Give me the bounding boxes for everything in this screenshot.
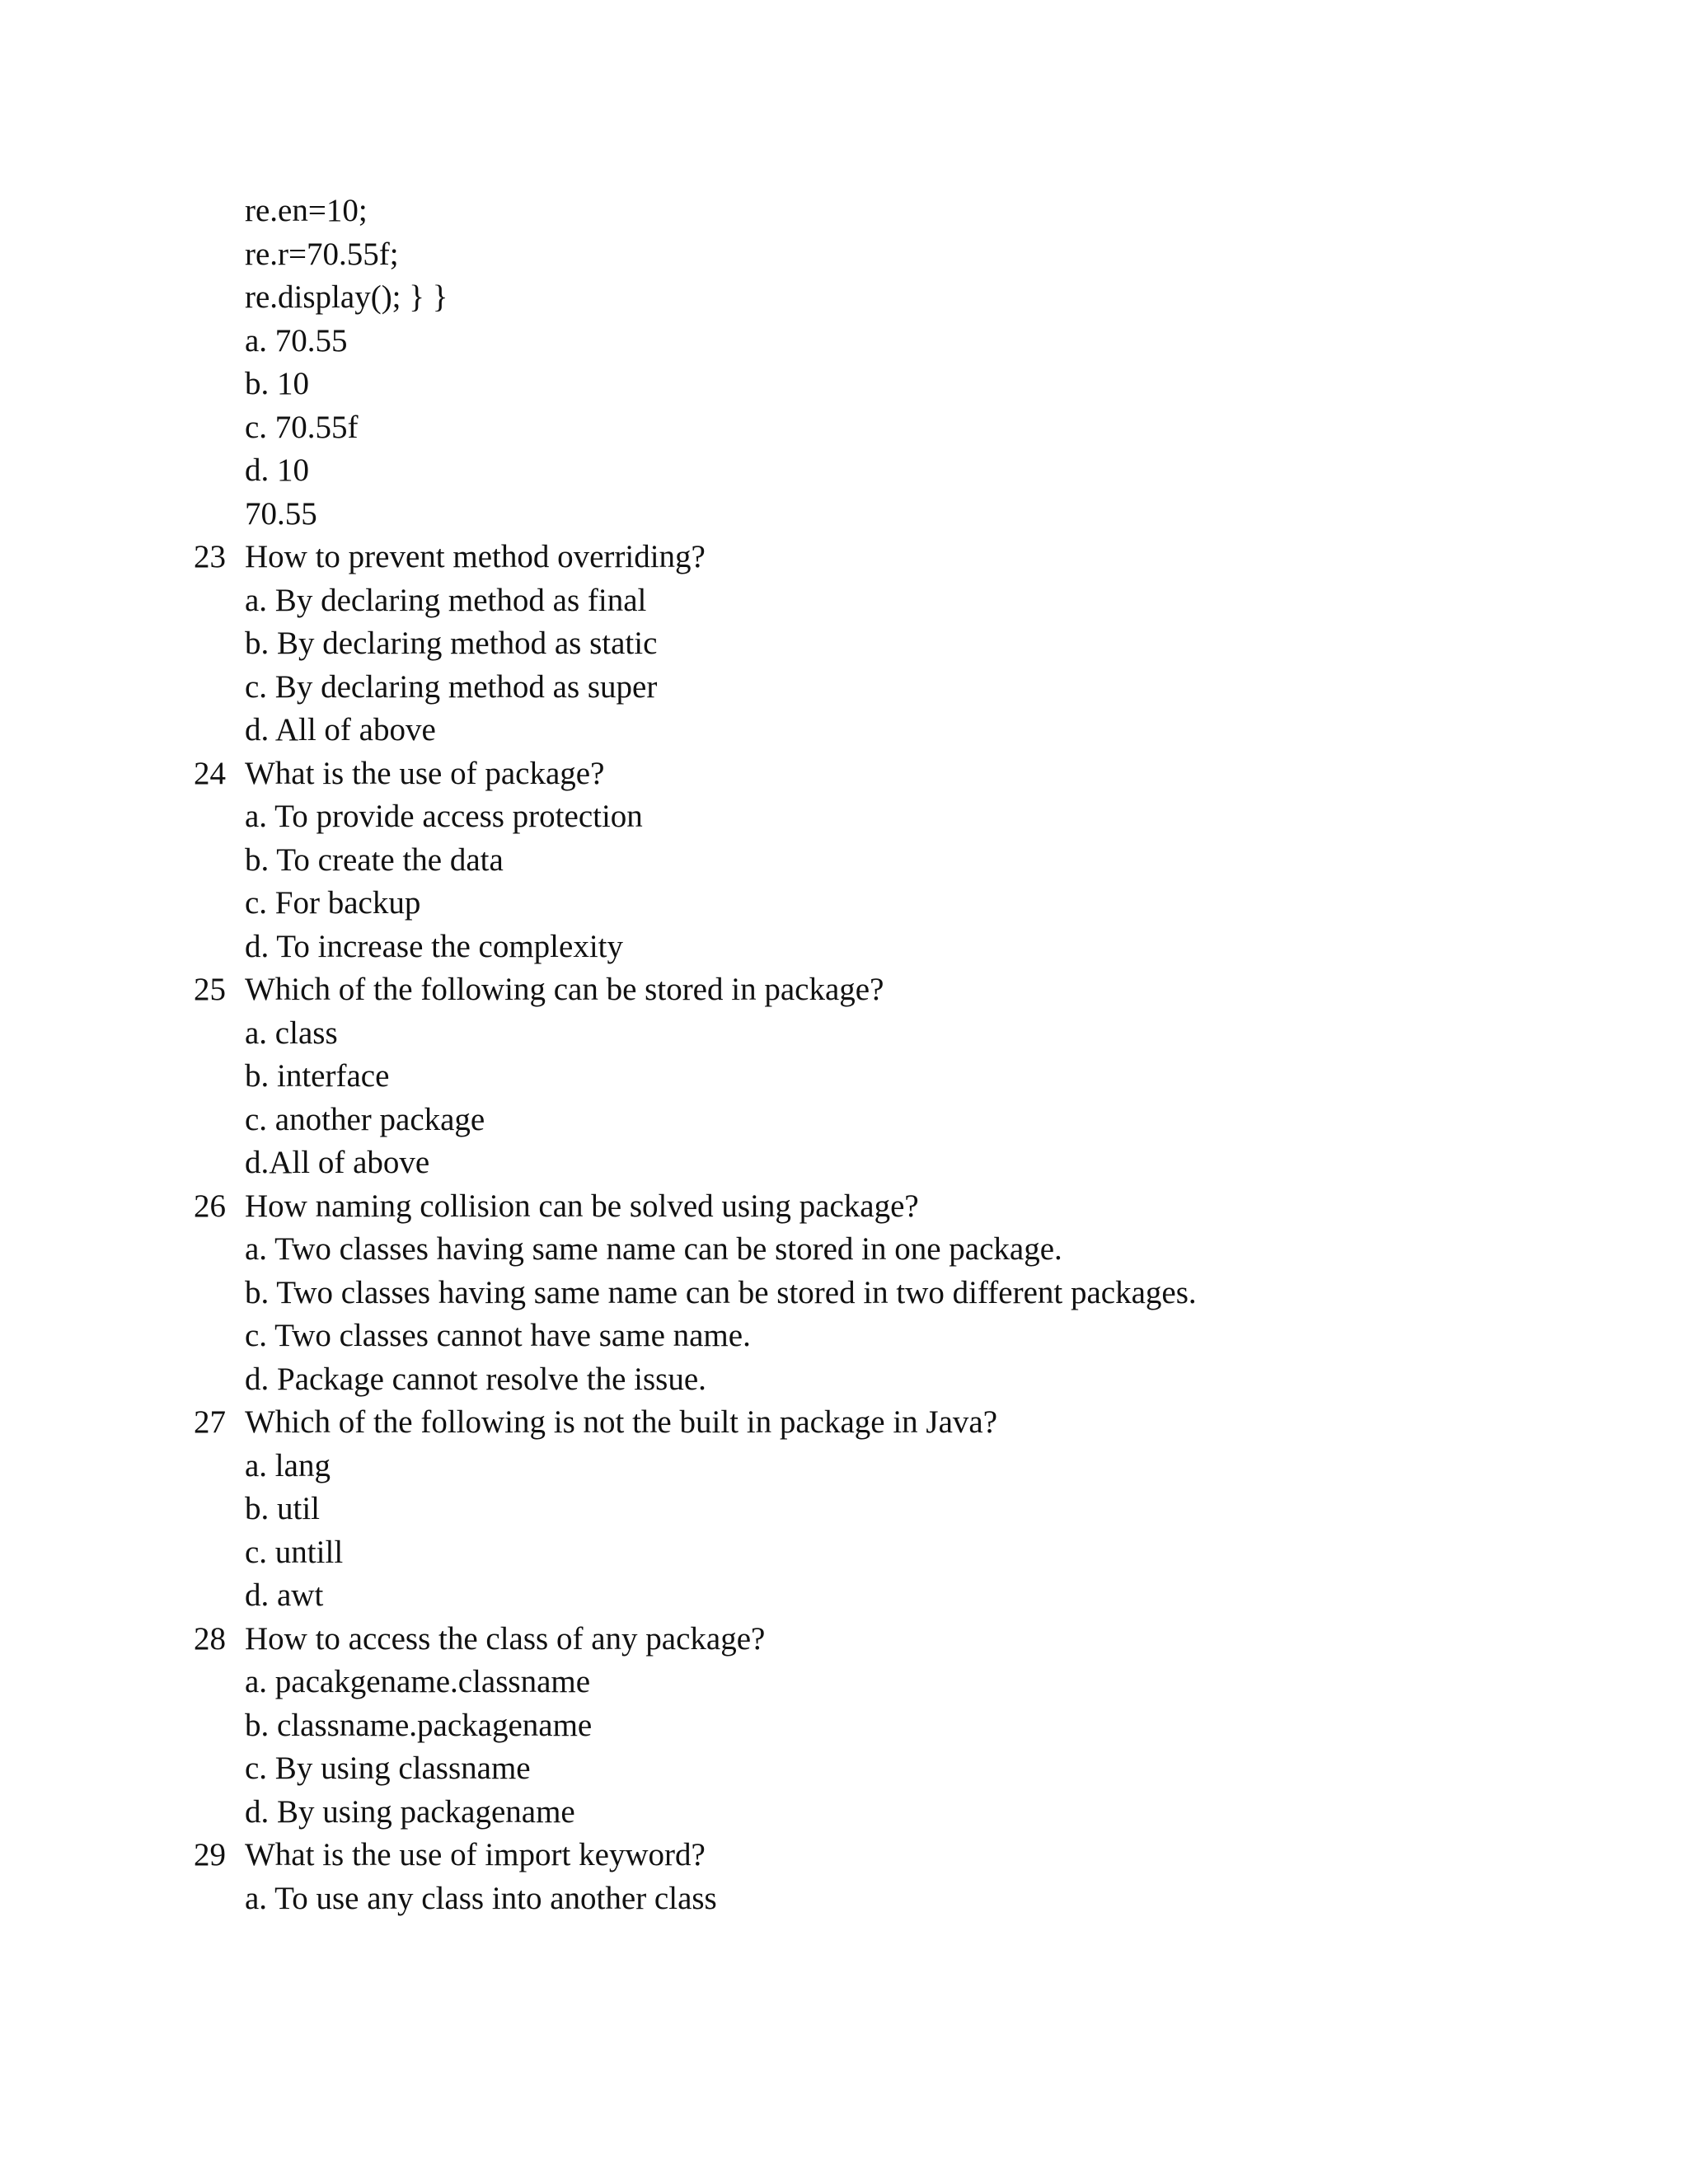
question-number: 26 <box>194 1188 226 1224</box>
text-line <box>0 1272 1688 1315</box>
text-line <box>0 1445 1688 1488</box>
line-text: c. By using classname <box>245 1750 531 1786</box>
text-line <box>0 666 1688 710</box>
question-number: 25 <box>194 972 226 1007</box>
line-text: a. By declaring method as final <box>245 582 647 618</box>
line-text: c. Two classes cannot have same name. <box>245 1318 751 1353</box>
line-text: b. util <box>245 1491 321 1526</box>
question-text: How naming collision can be solved using package? <box>245 1188 919 1224</box>
line-text: d.All of above <box>245 1145 430 1180</box>
line-text: a. class <box>245 1015 338 1051</box>
line-text: a. To provide access protection <box>245 799 643 834</box>
line-text: c. untill <box>245 1534 344 1570</box>
line-text: a. 70.55 <box>245 322 348 359</box>
line-text: d. 10 <box>245 452 309 488</box>
text-line <box>0 1358 1688 1402</box>
text-line <box>0 622 1688 666</box>
text-line <box>0 190 1688 233</box>
line-text: c. By declaring method as super <box>245 668 658 705</box>
question-text: How to prevent method overriding? <box>245 539 706 574</box>
line-text: c. another package <box>245 1101 485 1137</box>
line-text: c. 70.55f <box>245 409 359 445</box>
line-text: a. lang <box>245 1447 331 1483</box>
line-text: b. 10 <box>245 366 309 401</box>
text-line <box>0 1228 1688 1272</box>
text-line <box>0 839 1688 883</box>
text-line <box>0 276 1688 320</box>
line-text: d. awt <box>245 1577 324 1613</box>
question-line <box>0 1618 1688 1661</box>
line-text: a. Two classes having same name can be stored in one package. <box>245 1231 1062 1267</box>
line-text: d. Package cannot resolve the issue. <box>245 1361 706 1397</box>
text-line <box>0 795 1688 839</box>
text-line <box>0 1099 1688 1142</box>
question-text: Which of the following can be stored in package? <box>245 972 884 1007</box>
question-text: How to access the class of any package? <box>245 1620 766 1657</box>
question-number: 23 <box>194 539 226 574</box>
text-line <box>0 1661 1688 1704</box>
line-text: d. To increase the complexity <box>245 928 623 964</box>
text-line <box>0 1315 1688 1358</box>
question-line <box>0 536 1688 579</box>
text-line <box>0 1055 1688 1099</box>
question-line <box>0 1185 1688 1229</box>
text-line <box>0 1488 1688 1531</box>
text-line <box>0 579 1688 623</box>
line-text: 70.55 <box>245 495 317 532</box>
line-text: re.en=10; <box>245 193 368 228</box>
text-line <box>0 1704 1688 1748</box>
line-text: b. To create the data <box>245 841 504 878</box>
text-line <box>0 926 1688 969</box>
question-text: What is the use of package? <box>245 755 605 791</box>
question-line <box>0 1834 1688 1877</box>
line-text: a. To use any class into another class <box>245 1880 717 1916</box>
text-line <box>0 493 1688 537</box>
question-list <box>0 190 1688 1920</box>
question-line <box>0 752 1688 796</box>
question-text: Which of the following is not the built in package in Java? <box>245 1404 998 1440</box>
text-line <box>0 406 1688 450</box>
question-number: 27 <box>194 1404 226 1440</box>
line-text: d. By using packagename <box>245 1793 575 1830</box>
text-line <box>0 449 1688 493</box>
question-number: 24 <box>194 755 226 791</box>
line-text: re.r=70.55f; <box>245 236 399 272</box>
text-line <box>0 1877 1688 1921</box>
text-line <box>0 233 1688 277</box>
line-text: re.display(); } } <box>245 279 448 315</box>
line-text: c. For backup <box>245 885 421 921</box>
text-line <box>0 1791 1688 1835</box>
text-line <box>0 1531 1688 1575</box>
line-text: b. interface <box>245 1058 390 1094</box>
line-text: b. classname.packagename <box>245 1707 593 1743</box>
text-line <box>0 1747 1688 1791</box>
text-line <box>0 882 1688 926</box>
question-text: What is the use of import keyword? <box>245 1837 706 1872</box>
text-line <box>0 1012 1688 1056</box>
text-line <box>0 1574 1688 1618</box>
question-number: 28 <box>194 1620 226 1657</box>
line-text: b. By declaring method as static <box>245 626 658 661</box>
text-line <box>0 363 1688 406</box>
line-text: a. pacakgename.classname <box>245 1664 591 1699</box>
line-text: d. All of above <box>245 712 436 748</box>
text-line <box>0 1141 1688 1185</box>
text-line <box>0 320 1688 363</box>
question-number: 29 <box>194 1837 226 1872</box>
question-line <box>0 968 1688 1012</box>
question-line <box>0 1401 1688 1445</box>
line-text: b. Two classes having same name can be stored in two different packages. <box>245 1274 1197 1310</box>
text-line <box>0 709 1688 752</box>
